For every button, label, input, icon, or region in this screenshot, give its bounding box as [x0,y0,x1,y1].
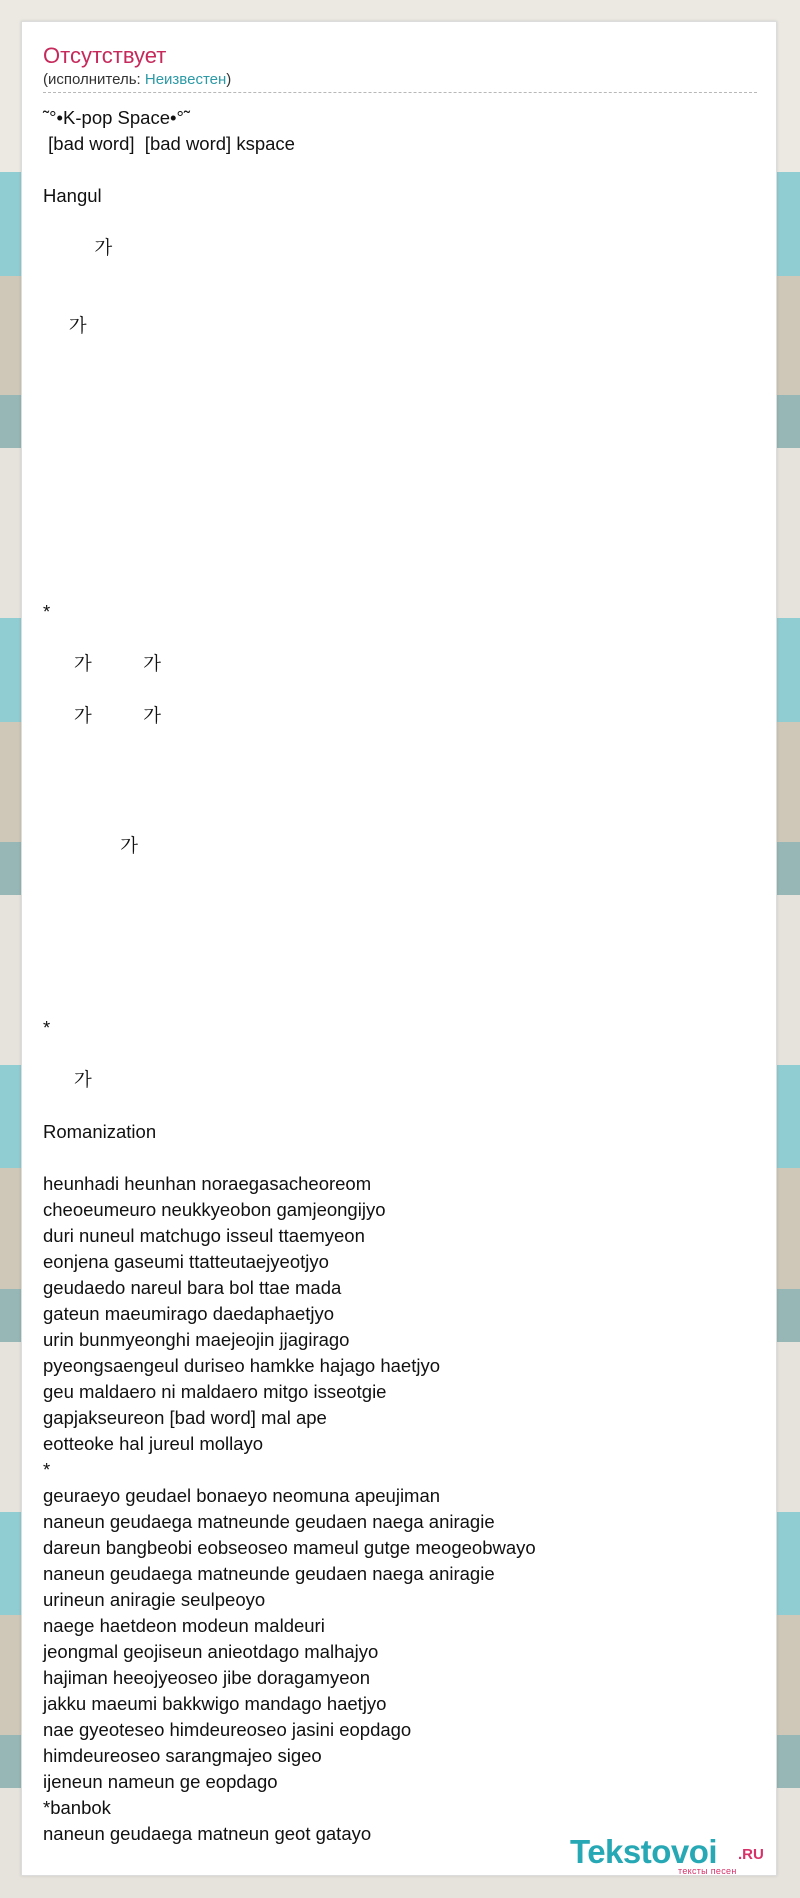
lyrics-page-card [21,21,777,1876]
song-title: Отсутствует [43,43,167,68]
artist-link[interactable]: Неизвестен [144,71,227,88]
artist-line [43,70,757,90]
logo-tld: .RU [738,1846,764,1863]
header-divider [43,92,757,93]
logo-tagline: тексты песен [678,1866,737,1876]
site-logo[interactable] [570,1833,770,1877]
song-header [43,42,757,93]
logo-wordmark: Tekstovoi [570,1833,718,1870]
artist-suffix: ) [226,71,232,88]
lyrics-text: ˜°•K-pop Space•°˜ [bad word] [bad word] kspace Hangul 가 가 * 가 가 가 가 가 * 가 Romanization heunhadi heunhan noraegasacheoreom cheoeumeuro neukkyeobon gamjeongijyo duri nuneul matchugo isseul ttaemyeon eonjena gaseumi ttatteutaejyeotjyo geudaedo nareul bara bol ttae mada gateun maeumirago daedaphaetjyo urin bunmyeonghi maejeojin jjagirago pyeongsaengeul duriseo hamkke hajago haetjyo geu maldaero ni maldaero mitgo isseotgie gapjakseureon [bad word] mal ape eotteoke hal jureul mollayo * geuraeyo geudael bonaeyo neomuna apeujiman naneun geudaega matneunde geudaen naega aniragie dareun bangbeobi eobseoseo mameul gutge meogeobwayo naneun geudaega matneunde geudaen naega aniragie urineun aniragie seulpeoyo naege haetdeon modeun maldeuri jeongmal geojiseun anieotdago malhajyo hajiman heeojyeoseo jibe doragamyeon jakku maeumi bakkwigo mandago haetjyo nae gyeoteseo himdeureoseo jasini eopdago himdeureoseo sarangmajeo sigeo ijeneun nameun ge eopdago *banbok naneun geudaega matneun geot gatayo [43,107,536,1844]
artist-prefix: (исполнитель: [43,71,145,88]
